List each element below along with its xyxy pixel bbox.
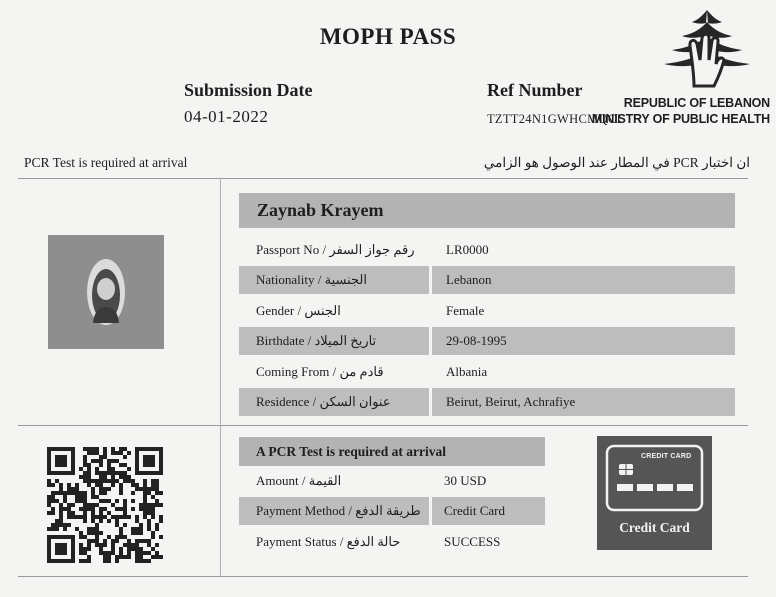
field-value: 29-08-1995	[446, 333, 507, 348]
field-value: Lebanon	[446, 272, 492, 287]
column-divider	[220, 178, 221, 576]
logo-line-1: REPUBLIC OF LEBANON	[623, 96, 770, 110]
field-row-passport	[239, 236, 735, 264]
ref-number-value: TZTT24N1GWHCMQCI	[487, 112, 621, 126]
logo-text	[592, 95, 770, 127]
payment-row-method	[239, 497, 545, 525]
person-avatar-icon	[48, 235, 164, 349]
field-label: Coming From / قادم من	[256, 364, 384, 379]
divider	[18, 178, 748, 179]
field-row-residence	[239, 388, 735, 416]
field-row-nationality	[239, 266, 735, 294]
payment-title: A PCR Test is required at arrival	[239, 437, 545, 466]
field-value: Female	[446, 303, 485, 318]
field-value: Beirut, Beirut, Achrafiye	[446, 394, 576, 409]
field-row-gender	[239, 297, 735, 325]
divider	[18, 576, 748, 577]
field-label: Birthdate / تاريخ الميلاد	[256, 333, 377, 348]
notice-english: PCR Test is required at arrival	[24, 155, 188, 170]
field-label: Gender / الجنس	[256, 303, 341, 318]
field-value: SUCCESS	[444, 534, 501, 549]
submission-date-label: Submission Date	[184, 80, 313, 100]
credit-card-image	[597, 436, 712, 550]
field-label: Nationality / الجنسية	[256, 272, 367, 287]
submission-date-value: 04-01-2022	[184, 107, 269, 126]
logo-line-2: MINISTRY OF PUBLIC HEALTH	[591, 112, 770, 126]
person-name: Zaynab Krayem	[239, 193, 735, 228]
field-row-birthdate	[239, 327, 735, 355]
payment-row-amount	[239, 467, 545, 495]
field-value: LR0000	[446, 242, 489, 257]
field-label: Residence / عنوان السكن	[256, 394, 391, 409]
field-row-coming-from	[239, 358, 735, 386]
field-label: Payment Method / طريقة الدفع	[256, 503, 421, 518]
field-value: 30 USD	[444, 473, 487, 488]
field-value: Albania	[446, 364, 488, 379]
credit-card-label: Credit Card	[619, 520, 690, 535]
qr-code-icon	[47, 447, 163, 563]
page-title: MOPH PASS	[319, 24, 457, 49]
ref-number-label: Ref Number	[487, 80, 583, 100]
cedar-hands-icon	[662, 8, 752, 92]
field-value: Credit Card	[444, 503, 506, 518]
photo-frame	[48, 235, 164, 349]
notice-arabic: ان اختبار PCR في المطار عند الوصول هو الزامي	[483, 155, 750, 170]
field-label: Payment Status / حالة الدفع	[256, 534, 401, 549]
payment-row-status	[239, 528, 545, 556]
field-label: Passport No / رقم جواز السفر	[256, 242, 415, 257]
card-header-text: CREDIT CARD	[641, 453, 692, 460]
field-label: Amount / القيمة	[256, 473, 342, 488]
divider	[18, 425, 748, 426]
